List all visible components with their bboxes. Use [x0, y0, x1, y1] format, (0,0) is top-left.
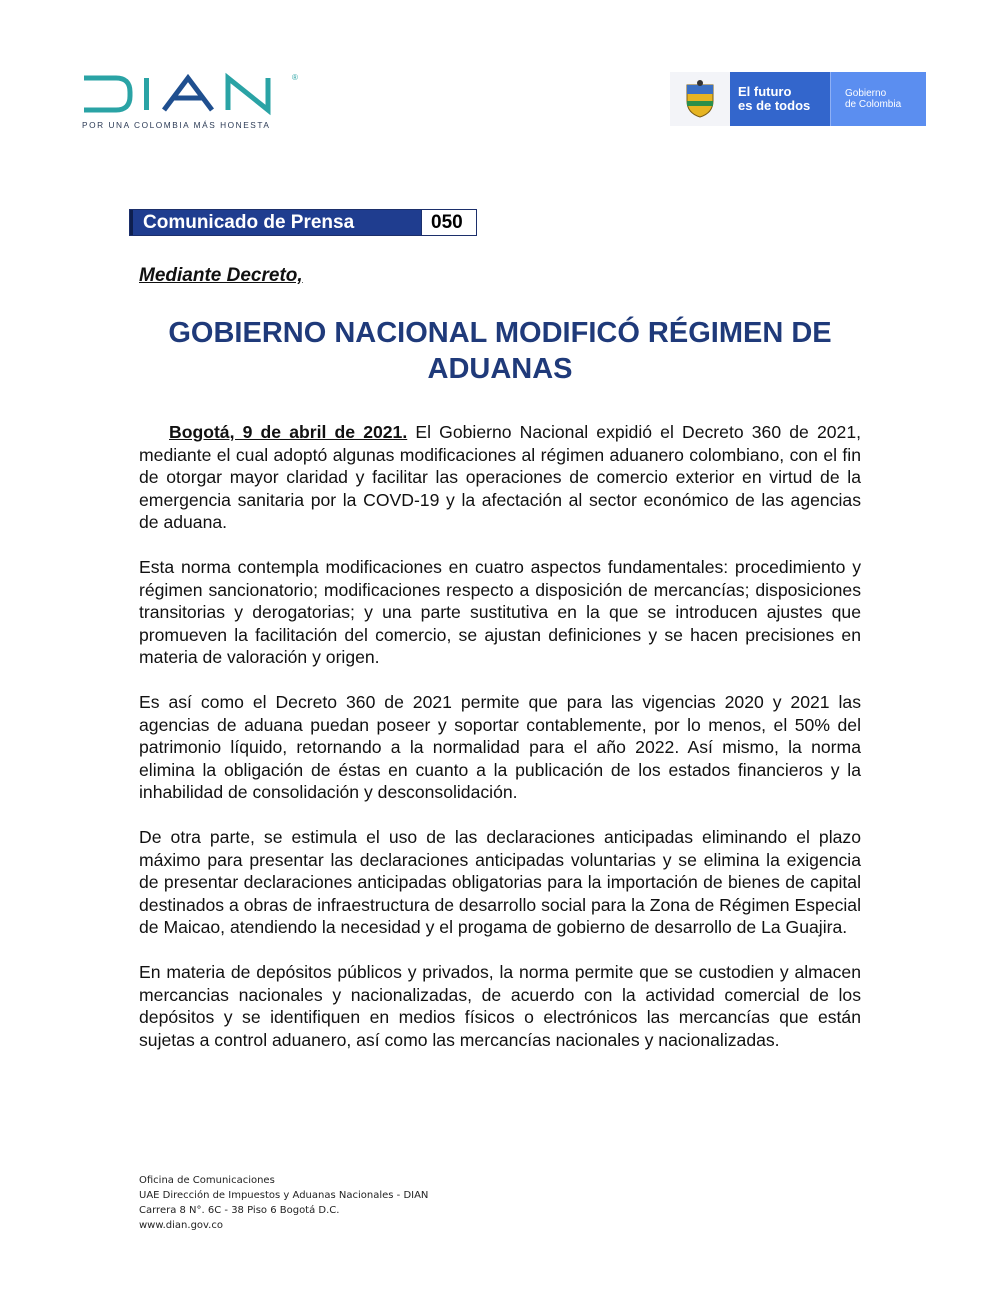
article-body [139, 421, 861, 1074]
footer [139, 1173, 428, 1233]
footer-office: Oficina de Comunicaciones [139, 1175, 275, 1186]
dian-logo-mark [82, 70, 312, 118]
gov-name [830, 72, 926, 126]
paragraph-2: Esta norma contempla modificaciones en cuatro aspectos fundamentales: procedimiento y régimen sancionatorio; modificaciones respecto a disposición de mercancías; disposiciones transitorias y derogatorias; y una parte sustitutiva en la que se introducen ajustes que promueven la facilitación del comercio, se ajustan definiciones y se hacen precisiones en materia de valoración y origen. [139, 557, 861, 667]
gov-slogan [730, 72, 830, 126]
paragraph-1-text: El Gobierno Nacional expidió el Decreto 360 de 2021, mediante el cual adoptó algunas modificaciones al régimen aduanero colombiano, con el fin de otorgar mayor claridad y facilitar las operaciones de comercio exterior en virtud de la emergencia sanitaria por la COVD-19 y la afectación al sector económico de las agencias de aduana. [139, 422, 861, 532]
press-release-number: 050 [421, 210, 476, 235]
paragraph-1 [139, 421, 861, 534]
gov-slogan-line1: El futuro [738, 84, 792, 99]
press-release-box [129, 209, 477, 236]
paragraph-3: Es así como el Decreto 360 de 2021 permite que para las vigencias 2020 y 2021 las agencias de aduana puedan poseer y soportar contablemente, por lo menos, el 50% del patrimonio líquido, retornando a la normalidad para el año 2022. Así mismo, la norma elimina la obligación de éstas en cuanto a la publicación de los estados financieros y la inhabilidad de consolidación y desconsolidación. [139, 692, 861, 802]
footer-entity: UAE Dirección de Impuestos y Aduanas Nacionales - DIAN [139, 1190, 429, 1201]
footer-website[interactable]: www.dian.gov.co [139, 1220, 223, 1231]
logo-tagline: POR UNA COLOMBIA MÁS HONESTA [82, 120, 271, 130]
footer-address: Carrera 8 N°. 6C - 38 Piso 6 Bogotá D.C. [139, 1205, 340, 1216]
headline: GOBIERNO NACIONAL MODIFICÓ RÉGIMEN DE ADUANAS [168, 317, 832, 385]
paragraph-4: De otra parte, se estimula el uso de las declaraciones anticipadas eliminando el plazo máximo para presentar las declaraciones anticipadas voluntarias y se elimina la exigencia de presentar declaraciones anticipadas obligatorias para la importación de bienes de capital destinados a obras de infraestructura de desarrollo social para la Zona de Régimen Especial de Maicao, atendiendo la necesidad y el progama de gobierno de desarrollo de La Guajira. [139, 827, 861, 937]
colombia-crest-icon [670, 72, 730, 126]
gov-slogan-line2: es de todos [738, 98, 811, 113]
press-release-label: Comunicado de Prensa [130, 210, 421, 235]
registered-mark: ® [292, 73, 298, 82]
paragraph-5: En materia de depósitos públicos y privados, la norma permite que se custodien y almacen mercancias nacionales y nacionalizadas, de acuerdo con la actividad comercial de los depósitos y se identifiquen en medios físicos o electrónicos las mercancías que están sujetas a control aduanero, así como las mercancías nacionales y nacionalizadas. [139, 962, 861, 1050]
dateline: Bogotá, 9 de abril de 2021. [169, 422, 408, 442]
subtitle: Mediante Decreto, [139, 265, 303, 286]
government-banner [670, 72, 926, 126]
gov-name-line1: Gobierno [845, 88, 887, 99]
gov-name-line2: de Colombia [845, 99, 902, 110]
